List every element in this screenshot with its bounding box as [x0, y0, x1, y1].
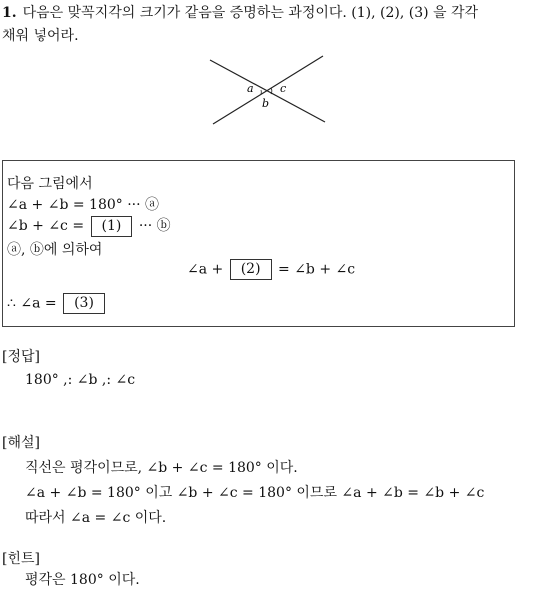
explanation-line2: ∠a + ∠b = 180° 이고 ∠b + ∠c = 180° 이므로 ∠a + ∠b = ∠b + ∠c — [25, 485, 485, 501]
proof-line5 — [7, 293, 107, 314]
hint-title: [힌트] — [2, 551, 40, 567]
question-text-line1: 다음은 맞꼭지각의 크기가 같음을 증명하는 과정이다. (1), (2), (3) 을 각각 — [22, 5, 479, 21]
answer-title: [정답] — [2, 349, 40, 365]
blank-2: (2) — [230, 259, 272, 280]
proof-line2-left: ∠b + ∠c = — [7, 218, 85, 234]
proof-line2 — [7, 215, 171, 237]
angle-label-b: b — [262, 97, 270, 110]
question-text-line2: 채워 넣어라. — [2, 28, 79, 44]
blank-1: (1) — [91, 216, 133, 237]
explanation-line1: 직선은 평각이므로, ∠b + ∠c = 180° 이다. — [25, 460, 298, 476]
proof-line1: ∠a + ∠b = 180° ··· ⓐ — [7, 197, 160, 213]
answer-content: 180° ,: ∠b ,: ∠c — [25, 372, 136, 388]
proof-intro: 다음 그림에서 — [7, 176, 93, 192]
question-header — [2, 2, 532, 48]
proof-line4 — [187, 259, 355, 280]
proof-line2-right: ··· ⓑ — [138, 218, 171, 234]
angle-label-a: a — [247, 82, 254, 95]
proof-box — [2, 160, 515, 327]
proof-line4-left: ∠a + — [187, 261, 224, 278]
blank-3: (3) — [63, 293, 105, 314]
explanation-line3: 따라서 ∠a = ∠c 이다. — [25, 510, 167, 526]
hint-content: 평각은 180° 이다. — [25, 572, 140, 588]
question-number: 1. — [2, 5, 17, 21]
angle-arc-c — [271, 88, 272, 94]
proof-line4-right: = ∠b + ∠c — [278, 261, 356, 278]
proof-line3: ⓐ, ⓑ에 의하여 — [7, 242, 103, 258]
vertical-angles-figure — [205, 50, 335, 130]
line-2 — [213, 56, 323, 124]
angle-label-c: c — [280, 82, 287, 95]
explanation-title: [해설] — [2, 435, 40, 451]
proof-line5-left: ∴ ∠a = — [7, 295, 57, 312]
